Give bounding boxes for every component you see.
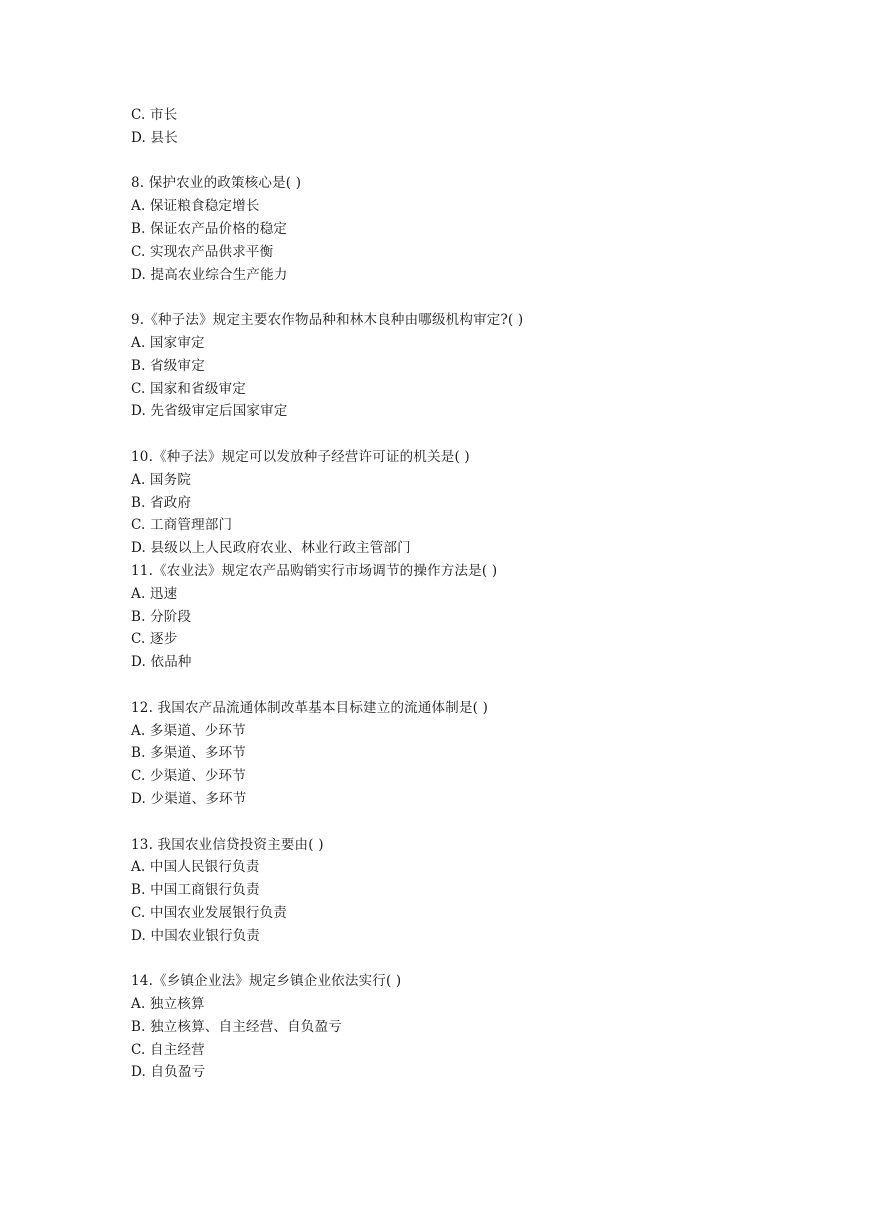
question-stem: 9.《种子法》规定主要农作物品种和林木良种由哪级机构审定?( ) — [131, 312, 524, 329]
option-line: C. 国家和省级审定 — [131, 380, 246, 397]
option-line: D. 中国农业银行负责 — [131, 927, 261, 944]
option-line: C. 工商管理部门 — [131, 517, 233, 534]
spacer — [131, 947, 771, 970]
option-line: A. 保证粮食稳定增长 — [131, 198, 260, 215]
option-line: D. 少渠道、多环节 — [131, 790, 247, 807]
option-line: A. 国务院 — [131, 471, 192, 488]
option-line: D. 县长 — [131, 129, 178, 146]
question-stem: 13. 我国农业信贷投资主要由( ) — [131, 836, 324, 853]
spacer — [131, 286, 771, 309]
option-line: A. 迅速 — [131, 585, 178, 602]
option-line: C. 逐步 — [131, 631, 178, 648]
option-line: B. 保证农产品价格的稳定 — [131, 220, 288, 237]
option-line: B. 分阶段 — [131, 608, 192, 625]
option-line: A. 多渠道、少环节 — [131, 722, 246, 739]
question-stem: 12. 我国农产品流通体制改革基本目标建立的流通体制是( ) — [131, 699, 489, 716]
option-line: C. 中国农业发展银行负责 — [131, 904, 288, 921]
option-line: D. 提高农业综合生产能力 — [131, 266, 288, 283]
question-stem: 8. 保护农业的政策核心是( ) — [131, 175, 302, 192]
option-line: A. 国家审定 — [131, 334, 205, 351]
option-line: D. 依品种 — [131, 654, 192, 671]
spacer — [131, 811, 771, 834]
option-line: A. 中国人民银行负责 — [131, 859, 260, 876]
option-line: B. 省政府 — [131, 494, 192, 511]
option-line: D. 自负盈亏 — [131, 1064, 206, 1081]
option-line: C. 市长 — [131, 107, 178, 123]
option-line: D. 先省级审定后国家审定 — [131, 403, 288, 420]
option-line: C. 自主经营 — [131, 1041, 205, 1058]
option-line: D. 县级以上人民政府农业、林业行政主管部门 — [131, 540, 411, 557]
question-stem: 14.《乡镇企业法》规定乡镇企业依法实行( ) — [131, 973, 402, 990]
option-line: B. 多渠道、多环节 — [131, 745, 247, 762]
spacer — [131, 674, 771, 697]
spacer — [131, 150, 771, 173]
option-line: C. 少渠道、少环节 — [131, 768, 246, 785]
option-line: B. 省级审定 — [131, 357, 205, 374]
option-line: B. 中国工商银行负责 — [131, 882, 260, 899]
option-line: B. 独立核算、自主经营、自负盈亏 — [131, 1018, 342, 1035]
document-page — [131, 104, 771, 1084]
spacer — [131, 423, 771, 446]
option-line: A. 独立核算 — [131, 996, 205, 1013]
question-stem: 10.《种子法》规定可以发放种子经营许可证的机关是( ) — [131, 448, 470, 465]
option-line: C. 实现农产品供求平衡 — [131, 243, 274, 260]
question-stem: 11.《农业法》规定农产品购销实行市场调节的操作方法是( ) — [131, 562, 498, 579]
